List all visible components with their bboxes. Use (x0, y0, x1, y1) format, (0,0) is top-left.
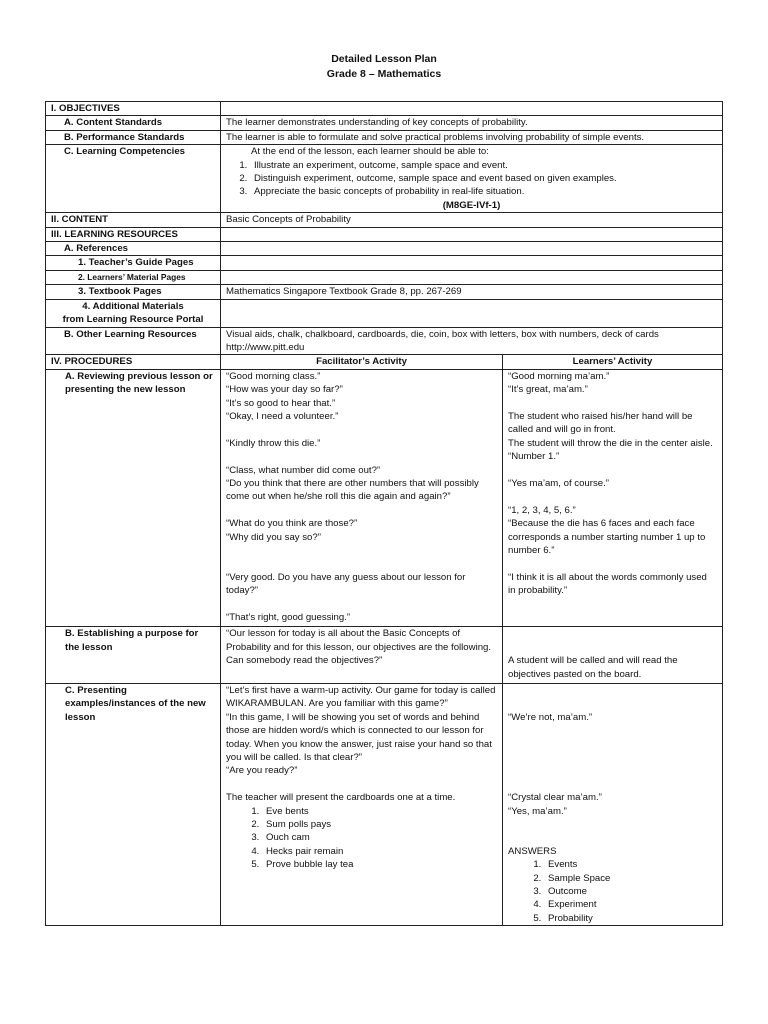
other-resources-value: Visual aids, chalk, chalkboard, cardboards, die, coin, box with letters, box with numbers, deck of cards (226, 328, 659, 340)
facilitator-line: “Kindly throw this die.” (226, 437, 321, 449)
cardboard-word: 4. Hecks pair remain (262, 845, 497, 858)
row-references (46, 242, 723, 256)
learners-material-label: 2. Learners’ Material Pages (46, 270, 221, 284)
learner-line: “1, 2, 3, 4, 5, 6.” (508, 504, 576, 516)
learner-line: “I think it is all about the words commonly used in probability.” (508, 571, 707, 597)
facilitator-line: “That’s right, good guessing.” (226, 611, 351, 623)
row-other-resources (46, 327, 723, 355)
content-standards-label: A. Content Standards (46, 116, 221, 130)
facilitator-line: “Very good. Do you have any guess about our lesson for today?” (226, 571, 466, 597)
row-objectives (46, 102, 723, 116)
learning-resources-heading: III. LEARNING RESOURCES (46, 227, 221, 241)
learner-line: The student who raised his/her hand will be called and will go in front. (508, 410, 693, 436)
facilitator-line: “Good morning class.” (226, 370, 321, 382)
learner-line: “Because the die has 6 faces and each face corresponds a number starting number 1 up to number 6.” (508, 518, 706, 556)
other-resources-label: B. Other Learning Resources (46, 327, 221, 355)
cardboard-word: 2. Sum polls pays (262, 818, 497, 831)
learner-line: “Yes ma’am, of course.” (508, 477, 609, 489)
facilitator-line: “How was your day so far?” (226, 384, 343, 396)
row-performance-standards (46, 130, 723, 144)
procedure-c-label: C. Presenting examples/instances of the new lesson (65, 684, 206, 723)
facilitator-line: “What do you think are those?” (226, 518, 358, 530)
document-subtitle: Grade 8 – Mathematics (326, 68, 442, 80)
facilitator-line: “Class, what number did come out?” (226, 464, 381, 476)
performance-standards-label: B. Performance Standards (46, 130, 221, 144)
answer-item: 4. Experiment (544, 898, 717, 911)
learner-line: “Number 1.” (508, 451, 560, 463)
textbook-value: Mathematics Singapore Textbook Grade 8, pp. 267-269 (221, 285, 723, 299)
procedure-b-learner: A student will be called and will read the objectives pasted on the board. (508, 655, 678, 680)
row-procedure-b (46, 627, 723, 684)
facilitator-line: “Why did you say so?” (226, 531, 321, 543)
cardboard-word: 3. Ouch cam (262, 831, 497, 844)
textbook-label: 3. Textbook Pages (46, 285, 221, 299)
row-procedure-a (46, 369, 723, 627)
other-resources-url: http://www.pitt.edu (226, 341, 305, 353)
facilitator-line: “Do you think that there are other numbers that will possibly come out when he/she roll this die again and again?” (226, 477, 479, 503)
answer-item: 3. Outcome (544, 885, 717, 898)
competency-code: (M8GE-IVf-1) (442, 199, 501, 211)
row-content-standards (46, 116, 723, 130)
competencies-list (226, 159, 717, 199)
competency-item: 1. Illustrate an experiment, outcome, sample space and event. (250, 159, 717, 172)
row-textbook (46, 285, 723, 299)
facilitator-line: “It’s so good to hear that.” (226, 397, 336, 409)
facilitator-line: “Are you ready?” (226, 765, 298, 777)
row-teachers-guide (46, 256, 723, 270)
facilitator-line: The teacher will present the cardboards one at a time. (226, 792, 456, 804)
facilitator-line: “Let’s first have a warm-up activity. Our game for today is called WIKARAMBULAN. Are you familiar with this game?” (226, 684, 496, 710)
procedure-b-facilitator: “Our lesson for today is all about the Basic Concepts of Probability and for this lesson, our objectives are the following. Can somebody read the objectives?” (221, 627, 503, 684)
objectives-heading: I. OBJECTIVES (46, 102, 221, 116)
cardboard-word: 5. Prove bubble lay tea (262, 858, 497, 871)
procedure-a-label: A. Reviewing previous lesson or presenting the new lesson (65, 370, 213, 396)
teachers-guide-label: 1. Teacher’s Guide Pages (46, 256, 221, 270)
row-learning-resources (46, 227, 723, 241)
lesson-plan-table (45, 101, 723, 926)
learner-line: “Good morning ma’am.” (508, 370, 610, 382)
answers-label: ANSWERS (508, 845, 557, 857)
content-standards-value: The learner demonstrates understanding of key concepts of probability. (221, 116, 723, 130)
facilitator-line: “Okay, I need a volunteer.” (226, 410, 339, 422)
row-learners-material (46, 270, 723, 284)
answers-list (508, 858, 717, 925)
facilitator-line: “In this game, I will be showing you set of words and behind those are hidden word/s which is connected to our lesson for today. When you know the answer, just raise your hand so that you will be called. Is that clear?” (226, 711, 492, 763)
competencies-intro: At the end of the lesson, each learner should be able to: (251, 146, 489, 158)
content-heading: II. CONTENT (46, 213, 221, 227)
performance-standards-value: The learner is able to formulate and solve practical problems involving probability of simple events. (221, 130, 723, 144)
document-title: Detailed Lesson Plan (331, 53, 437, 65)
answer-item: 5. Probability (544, 912, 717, 925)
content-value: Basic Concepts of Probability (221, 213, 723, 227)
row-additional-materials (46, 299, 723, 327)
answer-item: 2. Sample Space (544, 872, 717, 885)
row-procedure-c (46, 683, 723, 925)
cardboard-word: 1. Eve bents (262, 805, 497, 818)
row-learning-competencies (46, 145, 723, 213)
cardboard-words-list (226, 805, 497, 872)
references-label: A. References (46, 242, 221, 256)
competency-item: 2. Distinguish experiment, outcome, sample space and event based on given examples. (250, 172, 717, 185)
answer-item: 1. Events (544, 858, 717, 871)
learner-line: “We’re not, ma’am.” (508, 711, 593, 723)
facilitator-header: Facilitator’s Activity (221, 355, 503, 369)
learning-competencies-label: C. Learning Competencies (46, 145, 221, 213)
learner-line: “Yes, ma’am.” (508, 805, 567, 817)
procedure-b-label: B. Establishing a purpose for the lesson (65, 628, 199, 653)
additional-materials-label-2: from Learning Resource Portal (62, 314, 204, 326)
learner-line: “Crystal clear ma’am.” (508, 792, 602, 804)
row-content (46, 213, 723, 227)
row-procedures-header (46, 355, 723, 369)
additional-materials-label: 4. Additional Materials (82, 300, 184, 312)
competency-item: 3. Appreciate the basic concepts of probability in real-life situation. (250, 185, 717, 198)
learner-line: The student will throw the die in the center aisle. (508, 437, 713, 449)
learners-header: Learners’ Activity (503, 355, 723, 369)
procedures-heading: IV. PROCEDURES (46, 355, 221, 369)
learner-line: “It’s great, ma’am.” (508, 384, 588, 396)
